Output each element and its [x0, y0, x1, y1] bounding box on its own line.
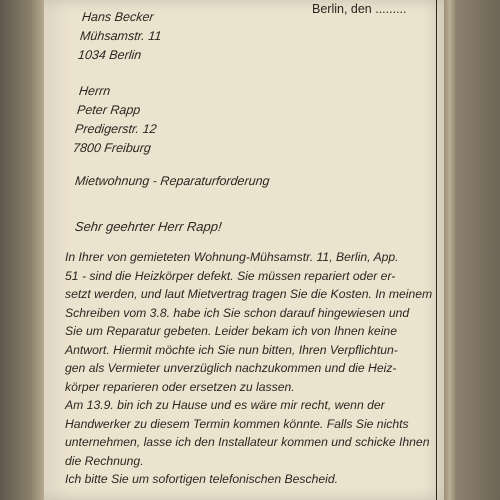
body-line: Sie um Reparatur gebeten. Leider bekam ich von Ihnen keine: [65, 324, 397, 338]
sender-street: Mühsamstr. 11: [79, 29, 163, 43]
recipient-salutation: Herrn: [78, 84, 112, 98]
body-line: Antwort. Hiermit möchte ich Sie nun bitten, Ihren Verpflichtun-: [65, 342, 398, 357]
body-line: Schreiben vom 3.8. habe ich Sie schon darauf hingewiesen und: [65, 305, 410, 320]
page-edges: [444, 0, 500, 500]
letter-salutation: Sehr geehrter Herr Rapp!: [74, 219, 223, 234]
body-line: In Ihrer von gemieteten Wohnung-Mühsamstr. 11, Berlin, App.: [65, 250, 399, 264]
body-line: körper reparieren oder ersetzen zu lassen.: [65, 379, 295, 394]
body-line: gen als Vermieter unverzüglich nachzukommen und die Heiz-: [65, 361, 397, 375]
body-line: setzt werden, und laut Mietvertrag tragen Sie die Kosten. In meinem: [65, 287, 433, 301]
body-line: Ich bitte Sie um sofortigen telefonischen Bescheid.: [65, 472, 339, 486]
body-line: 51 - sind die Heizkörper defekt. Sie müssen repariert oder er-: [65, 268, 396, 283]
recipient-city: 7800 Freiburg: [72, 141, 152, 155]
body-line: die Rechnung.: [65, 453, 144, 468]
body-line: Am 13.9. bin ich zu Hause und es wäre mir recht, wenn der: [65, 398, 385, 412]
body-line: Handwerker zu diesem Termin kommen könnte. Falls Sie nichts: [65, 416, 409, 431]
recipient-address: [72, 82, 162, 158]
sender-address: [77, 8, 164, 65]
date-line: Berlin, den .........: [312, 2, 407, 16]
sender-city: 1034 Berlin: [77, 48, 143, 62]
letter-body: [65, 248, 437, 489]
letter-subject: Mietwohnung - Reparaturforderung: [74, 174, 271, 188]
book-gutter: [0, 0, 44, 500]
recipient-name: Peter Rapp: [76, 103, 142, 117]
body-line: unternehmen, lasse ich den Installateur kommen und schicke Ihnen: [65, 435, 430, 449]
recipient-street: Predigerstr. 12: [74, 122, 158, 136]
sender-name: Hans Becker: [81, 10, 155, 24]
